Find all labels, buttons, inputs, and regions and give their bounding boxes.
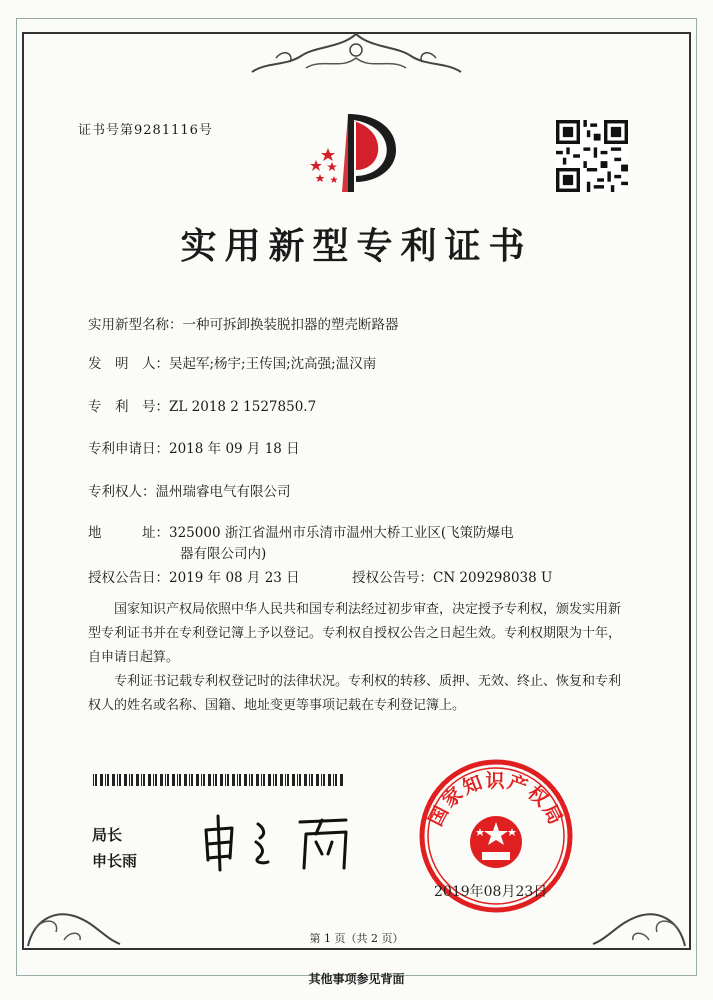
grant-date-value: 2019 年 08 月 23 日 [169,570,300,586]
grant-no-value: CN 209298038 U [433,570,553,586]
app-date-value: 2018 年 09 月 18 日 [169,441,300,457]
owner-value: 温州瑞睿电气有限公司 [155,484,291,500]
field-address-line2 [180,542,266,562]
cnipa-emblem-icon [298,110,418,196]
certificate-body [88,598,628,718]
certificate-number [78,119,213,138]
field-application-date [88,437,300,457]
field-grant-number [352,566,552,586]
address-value-line1: 325000 浙江省温州市乐清市温州大桥工业区(飞策防爆电 [169,525,514,541]
director-title: 局长 [92,826,123,844]
page-number: 第 1 页（共 2 页） [309,932,404,945]
field-inventors [88,352,376,372]
inventor-label: 发 明 人： [88,356,169,372]
cert-no-value: 9281116 [134,123,199,138]
patent-no-label: 专 利 号： [88,399,169,415]
owner-label: 专利权人： [88,484,156,500]
field-grant-date [88,566,300,586]
certificate-title: 实用新型专利证书 [180,225,533,267]
cert-no-suffix: 号 [198,123,213,138]
top-ornament [246,28,467,80]
barcode-icon [93,774,345,786]
grant-no-label: 授权公告号： [352,570,433,586]
inventor-value: 吴起军;杨宇;王传国;沈高强;温汉南 [169,356,377,372]
name-value: 一种可拆卸换装脱扣器的塑壳断路器 [182,317,399,333]
address-value-line2: 器有限公司内) [180,546,267,562]
name-label: 实用新型名称： [88,317,183,333]
cert-no-label: 证书号第 [78,123,135,138]
body-paragraph-2: 专利证书记载专利权登记时的法律状况。专利权的转移、质押、无效、终止、恢复和专利权人的姓名或名称、国籍、地址变更等事项记载在专利登记簿上。 [88,674,622,713]
app-date-label: 专利申请日： [88,441,169,457]
qr-code-icon [556,120,628,192]
address-label: 地 址： [88,525,169,541]
patent-no-value: ZL 2018 2 1527850.7 [169,399,317,415]
field-address [88,521,514,541]
field-patent-number [88,395,316,415]
director-name: 申长雨 [92,852,138,870]
field-patentee [88,480,291,500]
director-signature [196,812,366,874]
seal-date: 2019年08月23日 [434,884,548,900]
grant-date-label: 授权公告日： [88,570,169,586]
back-page-note: 其他事项参见背面 [308,972,405,986]
svg-text:国家知识产权局: 国家知识产权局 [424,769,568,830]
field-utility-model-name [88,313,399,333]
body-paragraph-1: 国家知识产权局依照中华人民共和国专利法经过初步审查，决定授予专利权，颁发实用新型专利证书并在专利登记簿上予以登记。专利权自授权公告之日起生效。专利权期限为十年，自申请日起算。 [88,602,622,665]
